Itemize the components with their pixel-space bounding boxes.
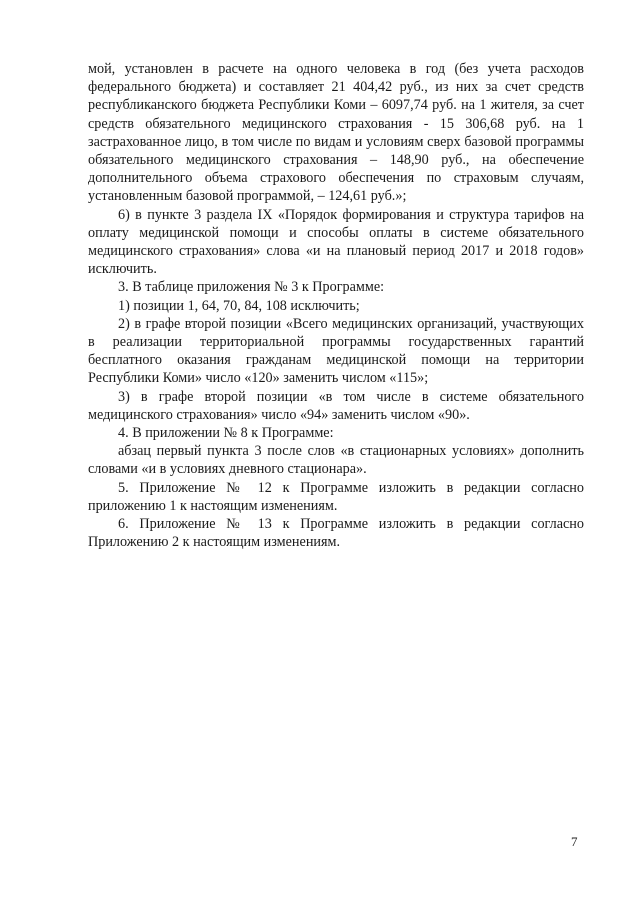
paragraph-item-6-section-ix: 6) в пункте 3 раздела IX «Порядок формирования и структура тарифов на оплату медицинской помощи и способы оплаты в системе обязательного медицинского страхования» слова «и на плановый период 2017 и 2018 годов» исключить.	[88, 206, 584, 278]
paragraph-subitem-1: 1) позиции 1, 64, 70, 84, 108 исключить;	[118, 297, 360, 314]
paragraph-point-4-appendix-8: 4. В приложении № 8 к Программе:	[118, 425, 334, 442]
paragraph-point-3-appendix-3: 3. В таблице приложения № 3 к Программе:	[118, 279, 385, 296]
page-number: 7	[571, 834, 578, 849]
paragraph-subitem-2: 2) в графе второй позиции «Всего медицинских организаций, участвующих в реализации территориальной программы государственных гарантий бесплатного оказания гражданам медицинской помощи на территории Республики Коми» число «120» заменить числом «115»;	[88, 315, 584, 387]
paragraph-point-5-appendix-12: 5. Приложение № 12 к Программе изложить в редакции согласно приложению 1 к настоящим изменениям.	[88, 479, 584, 514]
paragraph-continuation-capitation-rate: мой, установлен в расчете на одного человека в год (без учета расходов федерального бюджета) и составляет 21 404,42 руб., из них за счет средств республиканского бюджета Республики Коми – 6097,74 руб. на 1 жителя, за счет средств обязательного медицинского страхования - 15 306,68 руб. на 1 застрахованное лицо, в том числе по видам и условиям сверх базовой программы обязательного медицинского страхования – 148,90 руб., на обеспечение дополнительного объема страхового обеспечения по страховым случаям, установленным базовой программой, – 124,61 руб.»;	[88, 61, 584, 205]
paragraph-point-4-detail: абзац первый пункта 3 после слов «в стационарных условиях» дополнить словами «и в условиях дневного стационара».	[88, 443, 584, 478]
paragraph-subitem-3: 3) в графе второй позиции «в том числе в системе обязательного медицинского страхования» число «94» заменить числом «90».	[88, 388, 584, 423]
paragraph-point-6-appendix-13: 6. Приложение № 13 к Программе изложить в редакции согласно Приложению 2 к настоящим изменениям.	[88, 516, 584, 551]
document-body	[88, 60, 584, 551]
